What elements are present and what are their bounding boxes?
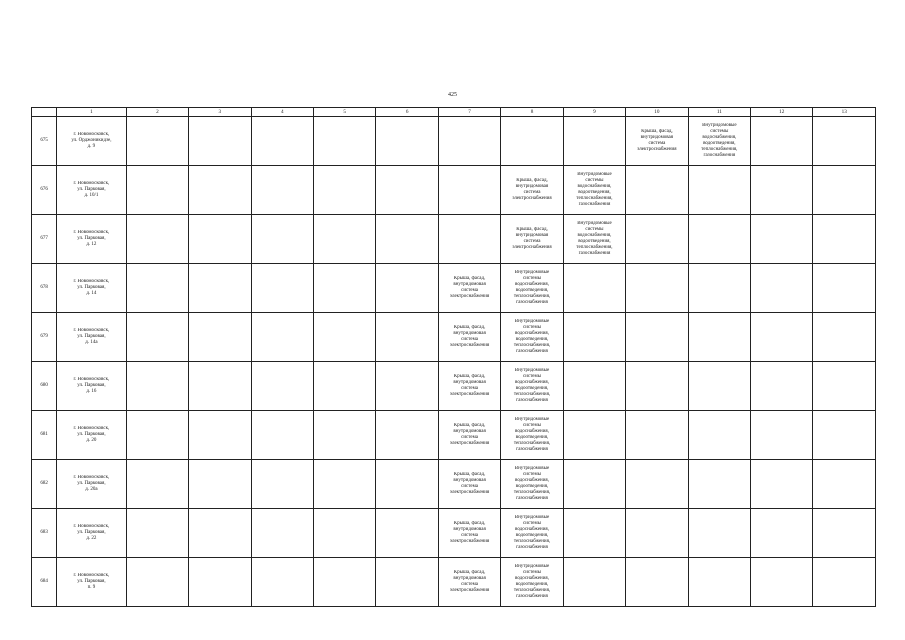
- address-text: г. Новомосковск, ул. Орджоникидзе, д. 9: [71, 131, 112, 150]
- work-cell-col-6: [313, 166, 375, 215]
- work-cell-col-11: [626, 166, 688, 215]
- address-text: г. Новомосковск, ул. Парковая, д. 20а: [73, 474, 110, 493]
- work-cell-col-9: [501, 411, 563, 460]
- work-description: Крыша, фасад, внутридомовая система электроснабжения: [449, 275, 490, 300]
- work-cell-col-7: [376, 362, 438, 411]
- work-cell-col-3: [126, 460, 188, 509]
- address-text: г. Новомосковск, ул. Парковая, д. 14а: [73, 327, 110, 346]
- address-cell: [57, 362, 126, 411]
- work-cell-col-10: [563, 411, 625, 460]
- work-description: Крыша, фасад, внутридомовая система электроснабжения: [449, 471, 490, 496]
- address-text: г. Новомосковск, ул. Парковая, д. 16: [73, 376, 110, 395]
- table-row: [32, 264, 876, 313]
- work-cell-col-13: [751, 166, 813, 215]
- work-cell-col-9: [501, 264, 563, 313]
- work-cell-col-4: [189, 313, 251, 362]
- work-cell-col-3: [126, 509, 188, 558]
- work-cell-col-9: [501, 509, 563, 558]
- address-cell: [57, 117, 126, 166]
- work-description: Внутридомовые системы водоснабжения, водоотведения, теплоснабжения, газоснабжения: [513, 318, 551, 355]
- row-number: 675: [32, 117, 57, 166]
- column-header-row: [32, 108, 876, 117]
- work-cell-col-14: [813, 411, 876, 460]
- work-cell-col-7: [376, 411, 438, 460]
- column-header-1: 1: [57, 108, 126, 117]
- work-cell-col-4: [189, 166, 251, 215]
- work-cell-col-5: [251, 460, 313, 509]
- work-cell-col-3: [126, 264, 188, 313]
- work-cell-col-14: [813, 362, 876, 411]
- work-cell-col-8: [438, 264, 500, 313]
- work-cell-col-7: [376, 460, 438, 509]
- work-cell-col-5: [251, 166, 313, 215]
- work-cell-col-14: [813, 166, 876, 215]
- work-cell-col-14: [813, 460, 876, 509]
- work-cell-col-13: [751, 460, 813, 509]
- table-row: [32, 313, 876, 362]
- work-cell-col-6: [313, 313, 375, 362]
- table-row: [32, 215, 876, 264]
- address-text: г. Новомосковск, ул. Парковая, д. 12: [73, 229, 110, 248]
- work-description: Крыша, фасад, внутридомовая система электроснабжения: [637, 128, 677, 153]
- table-row: [32, 558, 876, 607]
- work-cell-col-6: [313, 411, 375, 460]
- work-cell-col-8: [438, 558, 500, 607]
- work-cell-col-14: [813, 117, 876, 166]
- address-cell: [57, 313, 126, 362]
- address-cell: [57, 509, 126, 558]
- table-row: [32, 411, 876, 460]
- work-cell-col-9: [501, 558, 563, 607]
- work-description: Внутридомовые системы водоснабжения, водоотведения, теплоснабжения, газоснабжения: [513, 563, 551, 600]
- work-cell-col-14: [813, 313, 876, 362]
- work-cell-col-4: [189, 460, 251, 509]
- work-cell-col-8: [438, 509, 500, 558]
- page-number: 425: [448, 92, 457, 98]
- work-cell-col-11: [626, 558, 688, 607]
- work-cell-col-12: [688, 215, 750, 264]
- column-header-12: 12: [751, 108, 813, 117]
- work-cell-col-6: [313, 460, 375, 509]
- work-cell-col-11: [626, 460, 688, 509]
- work-cell-col-3: [126, 215, 188, 264]
- row-number: 677: [32, 215, 57, 264]
- work-cell-col-13: [751, 411, 813, 460]
- work-cell-col-14: [813, 509, 876, 558]
- work-description: Крыша, фасад, внутридомовая система электроснабжения: [512, 177, 552, 202]
- work-cell-col-7: [376, 264, 438, 313]
- work-cell-col-8: [438, 313, 500, 362]
- work-cell-col-12: [688, 558, 750, 607]
- work-description: Крыша, фасад, внутридомовая система электроснабжения: [512, 226, 552, 251]
- work-cell-col-6: [313, 264, 375, 313]
- work-cell-col-3: [126, 313, 188, 362]
- work-cell-col-5: [251, 411, 313, 460]
- work-cell-col-7: [376, 215, 438, 264]
- work-cell-col-3: [126, 558, 188, 607]
- work-cell-col-10: [563, 166, 625, 215]
- work-cell-col-5: [251, 117, 313, 166]
- address-text: г. Новомосковск, ул. Парковая, д. 10/1: [73, 180, 110, 199]
- work-cell-col-13: [751, 558, 813, 607]
- table-row: [32, 166, 876, 215]
- work-cell-col-11: [626, 264, 688, 313]
- work-cell-col-6: [313, 117, 375, 166]
- row-number: 684: [32, 558, 57, 607]
- work-cell-col-5: [251, 215, 313, 264]
- work-description: Крыша, фасад, внутридомовая система электроснабжения: [449, 422, 490, 447]
- address-cell: [57, 264, 126, 313]
- work-cell-col-10: [563, 313, 625, 362]
- work-cell-col-4: [189, 558, 251, 607]
- work-cell-col-6: [313, 558, 375, 607]
- work-cell-col-9: [501, 460, 563, 509]
- work-cell-col-10: [563, 264, 625, 313]
- work-cell-col-5: [251, 264, 313, 313]
- row-number: 683: [32, 509, 57, 558]
- table-row: [32, 460, 876, 509]
- work-cell-col-11: [626, 215, 688, 264]
- address-text: г. Новомосковск, ул. Парковая, д. 20: [73, 425, 110, 444]
- work-cell-col-5: [251, 362, 313, 411]
- work-cell-col-10: [563, 509, 625, 558]
- work-cell-col-12: [688, 117, 750, 166]
- column-header-2: 2: [126, 108, 188, 117]
- work-cell-col-11: [626, 411, 688, 460]
- work-description: Внутридомовые системы водоснабжения, водоотведения, теплоснабжения, газоснабжения: [513, 465, 551, 502]
- work-cell-col-8: [438, 166, 500, 215]
- work-cell-col-3: [126, 166, 188, 215]
- repair-schedule-table: [31, 107, 876, 607]
- work-cell-col-3: [126, 362, 188, 411]
- address-cell: [57, 558, 126, 607]
- work-cell-col-3: [126, 411, 188, 460]
- work-description: Крыша, фасад, внутридомовая система электроснабжения: [449, 373, 490, 398]
- work-cell-col-7: [376, 558, 438, 607]
- work-cell-col-12: [688, 411, 750, 460]
- address-cell: [57, 411, 126, 460]
- work-cell-col-10: [563, 558, 625, 607]
- work-cell-col-13: [751, 117, 813, 166]
- column-header-11: 11: [688, 108, 750, 117]
- column-header-9: 9: [563, 108, 625, 117]
- work-cell-col-14: [813, 215, 876, 264]
- work-description: Внутридомовые системы водоснабжения, водоотведения, теплоснабжения, газоснабжения: [513, 367, 551, 404]
- work-cell-col-11: [626, 509, 688, 558]
- work-cell-col-6: [313, 362, 375, 411]
- work-cell-col-9: [501, 166, 563, 215]
- header-blank-cell: [32, 108, 57, 117]
- work-cell-col-12: [688, 313, 750, 362]
- work-cell-col-8: [438, 362, 500, 411]
- work-cell-col-8: [438, 215, 500, 264]
- work-cell-col-4: [189, 215, 251, 264]
- address-cell: [57, 166, 126, 215]
- work-description: Внутридомовые системы водоснабжения, водоотведения, теплоснабжения, газоснабжения: [701, 122, 738, 159]
- work-cell-col-7: [376, 509, 438, 558]
- column-header-7: 7: [438, 108, 500, 117]
- row-number: 679: [32, 313, 57, 362]
- column-header-13: 13: [813, 108, 876, 117]
- work-cell-col-7: [376, 313, 438, 362]
- work-description: Внутридомовые системы водоснабжения, водоотведения, теплоснабжения, газоснабжения: [513, 269, 551, 306]
- work-description: Внутридомовые системы водоснабжения, водоотведения, теплоснабжения, газоснабжения: [513, 514, 551, 551]
- work-cell-col-6: [313, 215, 375, 264]
- work-cell-col-9: [501, 313, 563, 362]
- address-cell: [57, 460, 126, 509]
- row-number: 680: [32, 362, 57, 411]
- work-cell-col-9: [501, 215, 563, 264]
- work-cell-col-5: [251, 558, 313, 607]
- work-cell-col-4: [189, 362, 251, 411]
- work-cell-col-8: [438, 411, 500, 460]
- work-cell-col-13: [751, 509, 813, 558]
- work-cell-col-5: [251, 313, 313, 362]
- work-cell-col-7: [376, 117, 438, 166]
- work-cell-col-4: [189, 509, 251, 558]
- work-cell-col-11: [626, 313, 688, 362]
- row-number: 676: [32, 166, 57, 215]
- work-cell-col-9: [501, 117, 563, 166]
- work-cell-col-11: [626, 362, 688, 411]
- row-number: 682: [32, 460, 57, 509]
- work-cell-col-10: [563, 117, 625, 166]
- column-header-8: 8: [501, 108, 563, 117]
- table-row: [32, 509, 876, 558]
- work-description: Внутридомовые системы водоснабжения, водоотведения, теплоснабжения, газоснабжения: [576, 171, 613, 208]
- work-cell-col-12: [688, 509, 750, 558]
- work-cell-col-14: [813, 264, 876, 313]
- work-cell-col-4: [189, 117, 251, 166]
- address-text: г. Новомосковск, ул. Парковая, п. 9: [73, 572, 110, 591]
- work-cell-col-7: [376, 166, 438, 215]
- table-row: [32, 117, 876, 166]
- work-cell-col-13: [751, 362, 813, 411]
- column-header-3: 3: [189, 108, 251, 117]
- work-cell-col-8: [438, 117, 500, 166]
- work-cell-col-12: [688, 166, 750, 215]
- work-cell-col-8: [438, 460, 500, 509]
- column-header-6: 6: [376, 108, 438, 117]
- work-cell-col-5: [251, 509, 313, 558]
- address-text: г. Новомосковск, ул. Парковая, д. 14: [73, 278, 110, 297]
- work-cell-col-14: [813, 558, 876, 607]
- table-body: [32, 108, 876, 607]
- work-cell-col-3: [126, 117, 188, 166]
- column-header-5: 5: [313, 108, 375, 117]
- work-cell-col-13: [751, 313, 813, 362]
- work-cell-col-12: [688, 264, 750, 313]
- work-description: Крыша, фасад, внутридомовая система электроснабжения: [449, 569, 490, 594]
- row-number: 681: [32, 411, 57, 460]
- work-cell-col-12: [688, 460, 750, 509]
- row-number: 678: [32, 264, 57, 313]
- work-cell-col-11: [626, 117, 688, 166]
- work-description: Внутридомовые системы водоснабжения, водоотведения, теплоснабжения, газоснабжения: [576, 220, 613, 257]
- work-cell-col-9: [501, 362, 563, 411]
- column-header-4: 4: [251, 108, 313, 117]
- address-text: г. Новомосковск, ул. Парковая, д. 22: [73, 523, 110, 542]
- work-cell-col-10: [563, 362, 625, 411]
- work-cell-col-10: [563, 215, 625, 264]
- work-cell-col-13: [751, 215, 813, 264]
- work-cell-col-6: [313, 509, 375, 558]
- address-cell: [57, 215, 126, 264]
- work-description: Крыша, фасад, внутридомовая система электроснабжения: [449, 520, 490, 545]
- work-cell-col-10: [563, 460, 625, 509]
- work-description: Крыша, фасад, внутридомовая система электроснабжения: [449, 324, 490, 349]
- work-cell-col-4: [189, 264, 251, 313]
- table-row: [32, 362, 876, 411]
- work-cell-col-4: [189, 411, 251, 460]
- column-header-10: 10: [626, 108, 688, 117]
- work-cell-col-12: [688, 362, 750, 411]
- work-description: Внутридомовые системы водоснабжения, водоотведения, теплоснабжения, газоснабжения: [513, 416, 551, 453]
- work-cell-col-13: [751, 264, 813, 313]
